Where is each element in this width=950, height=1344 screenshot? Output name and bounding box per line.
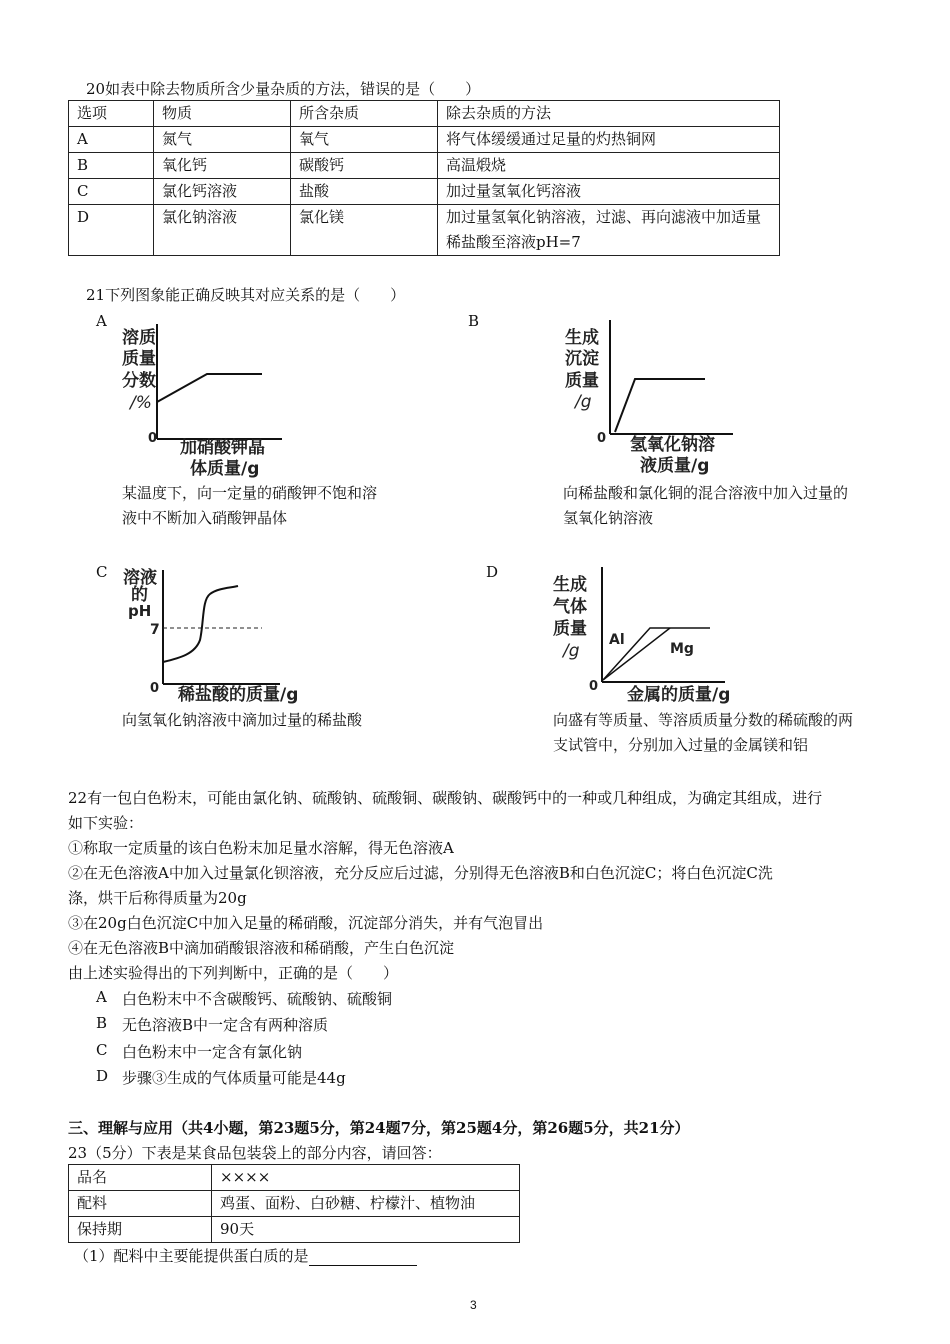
q22-option-letter: B: [96, 1014, 108, 1032]
x-label: 体质量/g: [190, 459, 260, 479]
q22-line: 22有一包白色粉末，可能由氯化钠、硫酸钠、硫酸铜、碳酸钠、碳酸钙中的一种或几种组成，为确定其组成，进行: [68, 789, 823, 807]
curve: [615, 379, 705, 432]
table-cell: 品名: [69, 1165, 212, 1191]
graph-d-desc: 支试管中，分别加入过量的金属镁和铝: [553, 736, 809, 754]
table-header-cell: 物质: [154, 101, 291, 127]
table-cell: A: [69, 127, 154, 153]
q22-option-letter: D: [96, 1067, 109, 1085]
graph-c-desc: 向氢氧化钠溶液中滴加过量的稀盐酸: [122, 711, 363, 729]
table-cell: 90天: [212, 1217, 520, 1243]
q23-stem: 23（5分）下表是某食品包装袋上的部分内容，请回答：: [68, 1144, 442, 1162]
table-cell: 氧化钙: [154, 153, 291, 179]
table-cell: C: [69, 179, 154, 205]
series-label-al: Al: [609, 632, 625, 648]
table-cell: 盐酸: [291, 179, 438, 205]
table-cell: 氯化钙溶液: [154, 179, 291, 205]
y-label: 溶质: [122, 328, 156, 348]
q22-option-letter: A: [96, 988, 107, 1006]
x-label: 金属的质量/g: [627, 685, 731, 705]
y-label: 溶液: [123, 568, 157, 588]
graph-b: [555, 312, 745, 482]
graph-d-letter: D: [486, 563, 499, 581]
q22-line: 涤，烘干后称得质量为20g: [68, 889, 247, 907]
q22-line: ①称取一定质量的该白色粉末加足量水溶解，得无色溶液A: [68, 839, 454, 857]
table-header-row: [69, 101, 780, 127]
table-cell: 氧气: [291, 127, 438, 153]
graph-d: [545, 562, 745, 707]
table-cell: 鸡蛋、面粉、白砂糖、柠檬汁、植物油: [212, 1191, 520, 1217]
table-row: [69, 205, 780, 256]
series-label-mg: Mg: [670, 641, 694, 657]
table-row: [69, 153, 780, 179]
table-cell: 氯化钠溶液: [154, 205, 291, 256]
y-label: 分数: [122, 371, 156, 391]
y-label: 质量: [565, 371, 599, 391]
answer-blank[interactable]: [309, 1249, 417, 1266]
table-row: [69, 1165, 520, 1191]
q22-line: ③在20g白色沉淀C中加入足量的稀硝酸，沉淀部分消失，并有气泡冒出: [68, 914, 544, 932]
graph-a-desc: 某温度下，向一定量的硝酸钾不饱和溶: [122, 484, 378, 502]
table-header-cell: 选项: [69, 101, 154, 127]
q22-line: 如下实验：: [68, 814, 144, 832]
section-heading: 三、理解与应用（共4小题，第23题5分，第24题7分，第25题4分，第26题5分，共21分）: [68, 1119, 690, 1137]
table-cell: D: [69, 205, 154, 256]
graph-b-desc: 氢氧化钠溶液: [563, 509, 654, 527]
q22-option-text: 步骤③生成的气体质量可能是44g: [122, 1069, 346, 1087]
table-cell: 将气体缓缓通过足量的灼热铜网: [438, 127, 780, 153]
zero-label: 0: [597, 431, 607, 446]
table-cell: 加过量氢氧化钠溶液，过滤、再向滤液中加适量稀盐酸至溶液pH=7: [438, 205, 780, 256]
table-cell: 碳酸钙: [291, 153, 438, 179]
q22-line: ②在无色溶液A中加入过量氯化钡溶液，充分反应后过滤，分别得无色溶液B和白色沉淀C；将白色沉淀C洗: [68, 864, 773, 882]
table-cell: 加过量氢氧化钙溶液: [438, 179, 780, 205]
q22-option-text: 白色粉末中一定含有氯化钠: [122, 1043, 303, 1061]
table-cell: B: [69, 153, 154, 179]
q23-table: [68, 1164, 520, 1243]
graph-b-desc: 向稀盐酸和氯化铜的混合溶液中加入过量的: [563, 484, 849, 502]
y-label: 气体: [553, 597, 587, 617]
q22-option-text: 白色粉末中不含碳酸钙、硫酸钠、硫酸铜: [122, 990, 393, 1008]
table-cell: 高温煅烧: [438, 153, 780, 179]
x-label: 稀盐酸的质量/g: [178, 685, 299, 705]
table-header-cell: 除去杂质的方法: [438, 101, 780, 127]
x-label: 氢氧化钠溶: [630, 435, 715, 455]
graph-c-letter: C: [96, 563, 108, 581]
table-cell: 保持期: [69, 1217, 212, 1243]
q23-sub1: [74, 1245, 417, 1266]
y-label: 生成: [553, 575, 587, 595]
zero-label: 0: [589, 679, 599, 694]
q22-option-text: 无色溶液B中一定含有两种溶质: [122, 1016, 329, 1034]
table-cell: 配料: [69, 1191, 212, 1217]
table-cell: 氯化镁: [291, 205, 438, 256]
q20-stem: 20如表中除去物质所含少量杂质的方法，错误的是（ ）: [86, 80, 481, 98]
graph-d-desc: 向盛有等质量、等溶质质量分数的稀硫酸的两: [553, 711, 854, 729]
zero-label: 0: [148, 431, 158, 446]
graph-c: [110, 562, 310, 707]
table-row: [69, 1217, 520, 1243]
table-row: [69, 179, 780, 205]
table-cell: 氮气: [154, 127, 291, 153]
y-label: pH: [128, 602, 152, 620]
graph-a-desc: 液中不断加入硝酸钾晶体: [122, 509, 288, 527]
x-label: 液质量/g: [640, 456, 710, 476]
q21-stem: 21下列图象能正确反映其对应关系的是（ ）: [86, 286, 406, 304]
q22-line: 由上述实验得出的下列判断中，正确的是（ ）: [68, 964, 399, 982]
y-label: 生成: [565, 328, 599, 348]
q20-table: [68, 100, 780, 256]
x-label: 加硝酸钾晶: [180, 438, 265, 458]
y-label: 的: [131, 585, 148, 605]
graph-a-letter: A: [96, 312, 107, 330]
page-number: 3: [470, 1298, 477, 1312]
table-cell: ××××: [212, 1165, 520, 1191]
y-label: 质量: [122, 349, 156, 369]
y-tick-label: 7: [150, 622, 160, 638]
table-header-cell: 所含杂质: [291, 101, 438, 127]
y-label: /g: [563, 641, 580, 661]
y-label: /%: [130, 393, 152, 413]
y-label: /g: [575, 392, 592, 412]
graph-a: [110, 312, 300, 482]
zero-label: 0: [150, 681, 160, 696]
y-label: 质量: [553, 619, 587, 639]
curve: [163, 586, 238, 662]
q23-sub1-text: （1）配料中主要能提供蛋白质的是: [74, 1247, 309, 1265]
y-label: 沉淀: [565, 349, 599, 369]
table-row: [69, 1191, 520, 1217]
graph-b-letter: B: [468, 312, 480, 330]
q22-option-letter: C: [96, 1041, 108, 1059]
q22-line: ④在无色溶液B中滴加硝酸银溶液和稀硝酸，产生白色沉淀: [68, 939, 455, 957]
curve: [157, 374, 262, 402]
table-row: [69, 127, 780, 153]
